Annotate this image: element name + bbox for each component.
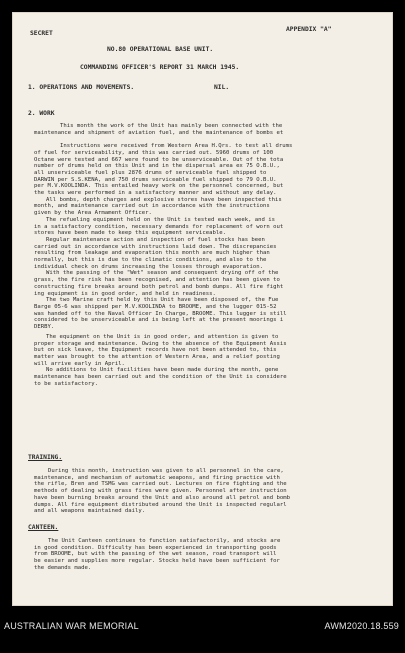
training-line: dumps. All fire equipment distributed around the Unit is inspected regularl [34,501,287,508]
work-line: matter was brought to the attention of Western Area, and a relief posting [34,353,280,360]
work-line: This month the work of the Unit has mainly been connected with the [60,123,283,129]
work-line: to be satisfactory. [34,380,98,387]
work-line: The equipment on the Unit is in good order, and attention is given to [46,333,279,340]
work-line: Instructions were received from Western Area H.Qrs. to test all drums [60,143,293,150]
work-line: normally, but this is due to the climatic conditions, and also to the [34,257,267,264]
work-line: DERBY. [34,324,55,331]
training-line: the rifle, Bren and TSMG was carried out. Lectures on fire fighting and the [34,481,287,488]
work-line: per M.V.KOOLINDA. This entailed heavy work on the personnel concerned, but [34,183,284,190]
training-line: and all weapons maintained daily. [34,508,146,515]
work-line: grass, the fire risk has been recognised, and attention has been given to [34,277,280,284]
work-line: of fuel for serviceability, and this was carried out. 5960 drums of 100 [34,149,274,156]
work-line: carried out in accordance with instructions laid down. The discrepancies [34,243,277,250]
training-body [34,468,290,515]
work-line: individual check on drums increasing the losses through evaporation. [34,263,264,270]
document-page [12,12,393,606]
section-operations-value: NIL. [214,84,230,91]
work-line: given by the Area Armament Officer. [34,210,152,217]
work-line: number of drums held on this Unit and in the dispersal area ex 75 O.B.U., [34,163,280,170]
canteen-body [34,538,281,572]
work-line: the tasks were performed in a satisfactory manner and without any delay. [34,190,277,197]
canteen-line: the demands made. [34,564,92,571]
work-line: maintenance and shipment of aviation fuel, and the maintenance of bombs et [34,129,284,136]
work-line: but on sick leave, the Equipment records have not been attended to, this [34,347,277,354]
archive-reference: AWM2020.18.559 [324,621,399,631]
work-line: Regular maintenance action and inspection of fuel stocks has been [46,236,265,243]
secret-marking: SECRET [30,30,53,37]
work-line: in a satisfactory condition, necessary demands for replacement of worn out [34,223,284,230]
work-line: constructing fire breaks around both petrol and bomb dumps. All fire fight [34,283,284,290]
work-line: DARWIN per S.S.KENA, and 750 drums serviceable fuel shipped to 79 O.B.U. [34,176,277,183]
work-line: The two Marine craft held by this Unit have been disposed of, the Fue [46,297,279,304]
training-line: methods of dealing with grass fires were given. Personnel after instruction [34,488,287,495]
work-line: ing equipment is in good order, and held in readiness. [34,290,216,297]
work-line: maintenance has been carried out and the condition of the Unit is considere [34,374,287,381]
archive-name: AUSTRALIAN WAR MEMORIAL [4,621,139,631]
report-title: COMMANDING OFFICER'S REPORT 31 MARCH 1945. [80,64,240,71]
work-line: proper storage and maintenance. Owing to the absence of the Equipment Assis [34,340,287,347]
work-line: month, and maintenance carried out in accordance with the instructions [34,203,270,210]
work-line: was handed off to the Naval Officer In Charge, BROOME. This lugger is still [34,310,287,317]
work-body [34,123,293,387]
unit-name: NO.80 OPERATIONAL BASE UNIT. [107,46,214,53]
work-line: No additions to Unit facilities have been made during the month, gene [46,367,279,374]
training-line: have been burning breaks around the Unit and also around all petrol and bomb [34,494,290,501]
work-line [60,136,292,143]
section-work-title: 2. WORK [28,110,55,117]
work-line: stores have been made to keep this equipment serviceable. [34,230,226,237]
canteen-line: in good condition. Difficulty has been experienced in transporting goods [34,544,277,551]
work-line: all unserviceable fuel plus 2876 drums of serviceable fuel shipped to [34,169,267,176]
work-line: All bombs, depth charges and explosive stores have been inspected this [46,196,282,203]
work-line: With the passing of the "Wet" season and consequent drying off of the [46,270,279,277]
work-line: will arrive early in April. [34,360,125,367]
section-operations-title: 1. OPERATIONS AND MOVEMENTS. [28,84,135,91]
work-line: The refueling equipment held on the Unit is tested each week, and is [46,216,276,223]
work-line: considered to be unserviceable and is being left at the present moorings i [34,317,284,324]
section-canteen-title: CANTEEN. [28,524,59,531]
work-line: Octane were tested and 667 were found to be unserviceable. Out of the tota [34,156,284,163]
section-training-title: TRAINING. [28,454,63,461]
canteen-line: from BROOME, but with the passing of the wet season, road transport will [34,551,277,558]
training-line: maintenance, and mechanism of automatic weapons, and firing practice with [34,474,280,481]
training-line: During this month, instruction was given to all personnel in the care, [48,468,284,474]
work-line: resulting from leakage and evaporation this month are much higher than [34,250,270,257]
canteen-line: The Unit Canteen continues to function satisfactorily, and stocks are [48,538,281,544]
archive-footer [0,612,405,653]
canteen-line: be easier and supplies more regular. Stocks held have been sufficient for [34,558,280,565]
appendix-label: APPENDIX "A" [286,26,332,33]
work-line: Barge 05-6 was shipped per M.V.KOOLINDA to BROOME, and the lugger 015-52 [34,303,277,310]
